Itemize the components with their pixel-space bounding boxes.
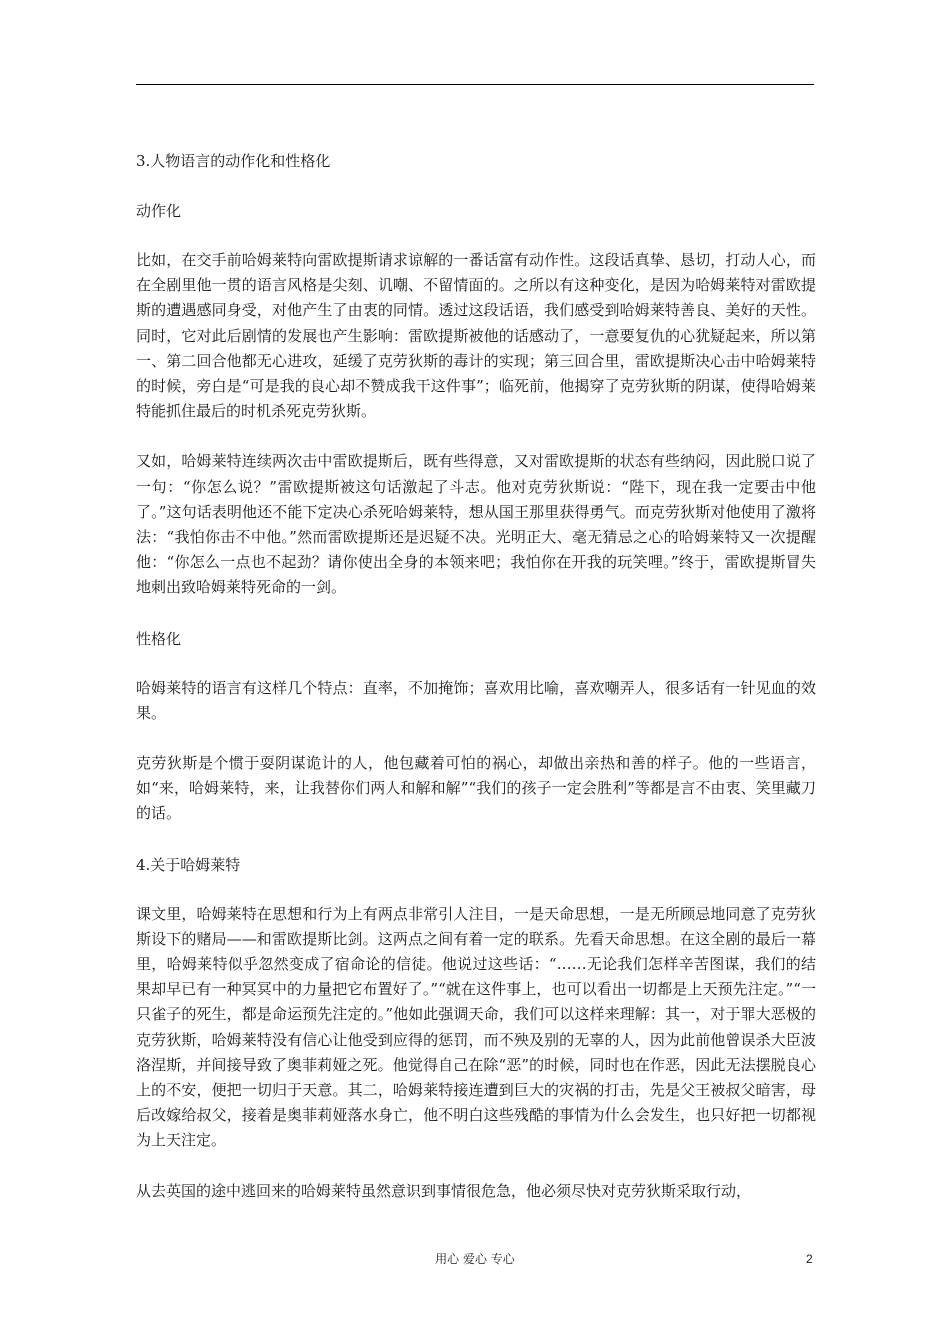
page-number: 2 <box>806 1252 813 1266</box>
paragraph-action-2: 又如，哈姆莱特连续两次击中雷欧提斯后，既有些得意，又对雷欧提斯的状态有些纳闷，因此脱口说了一句：“你怎么说？”雷欧提斯被这句话激起了斗志。他对克劳狄斯说：“陛下，现在我一定要击中他了。”这句话表明他还不能下定决心杀死哈姆莱特，想从国王那里获得勇气。而克劳狄斯对他使用了激将法：“我怕你击不中他。”然而雷欧提斯还是迟疑不决。光明正大、毫无猜忌之心的哈姆莱特又一次提醒他：“你怎么一点也不起劲？请你使出全身的本领来吧；我怕你在开我的玩笑哩。”终于，雷欧提斯冒失地刺出致哈姆莱特死命的一剑。 <box>136 452 816 597</box>
paragraph-character-2: 克劳狄斯是个惯于耍阴谋诡计的人，他包藏着可怕的祸心，却做出亲热和善的样子。他的一些语言，如“来，哈姆莱特，来，让我替你们两人和解和解”“我们的孩子一定会胜利”等都是言不由衷、笑里藏刀的话。 <box>136 754 816 823</box>
section-4-heading: 4.关于哈姆莱特 <box>136 855 241 874</box>
footer-motto: 用心 爱心 专心 <box>435 1252 515 1266</box>
paragraph-hamlet-2: 从去英国的途中逃回来的哈姆莱特虽然意识到事情很危急，他必须尽快对克劳狄斯采取行动， <box>136 1181 752 1200</box>
subheading-character: 性格化 <box>136 629 182 648</box>
paragraph-action-1: 比如，在交手前哈姆莱特向雷欧提斯请求谅解的一番话富有动作性。这段话真挚、恳切，打动人心，而在全剧里他一贯的语言风格是尖刻、讥嘲、不留情面的。之所以有这种变化，是因为哈姆莱特对雷欧提斯的遭遇感同身受，对他产生了由衷的同情。透过这段话语，我们感受到哈姆莱特善良、美好的天性。同时，它对此后剧情的发展也产生影响：雷欧提斯被他的话感动了，一意要复仇的心犹疑起来，所以第一、第二回合他都无心进攻，延缓了克劳狄斯的毒计的实现；第三回合里，雷欧提斯决心击中哈姆莱特的时候，旁白是“可是我的良心却不赞成我干这件事”；临死前，他揭穿了克劳狄斯的阴谋，使得哈姆莱特能抓住最后的时机杀死克劳狄斯。 <box>136 251 816 421</box>
paragraph-character-1: 哈姆莱特的语言有这样几个特点：直率，不加掩饰；喜欢用比喻，喜欢嘲弄人，很多话有一针见血的效果。 <box>136 678 816 722</box>
paragraph-hamlet-1: 课文里，哈姆莱特在思想和行为上有两点非常引人注目，一是天命思想，一是无所顾忌地同意了克劳狄斯设下的赌局——和雷欧提斯比剑。这两点之间有着一定的联系。先看天命思想。在这全剧的最后一幕里，哈姆莱特似乎忽然变成了宿命论的信徒。他说过这些话：“……无论我们怎样辛苦图谋，我们的结果却早已有一种冥冥中的力量把它布置好了。”“就在这件事上，也可以看出一切都是上天预先注定。”“一只雀子的死生，都是命运预先注定的。”他如此强调天命，我们可以这样来理解：其一，对于罪大恶极的克劳狄斯，哈姆莱特没有信心让他受到应得的惩罚，而不殃及别的无辜的人，因为此前他曾误杀大臣波洛涅斯，并间接导致了奥菲莉娅之死。他觉得自己在除“恶”的时候，同时也在作恶，因此无法摆脱良心上的不安，便把一切归于天意。其二，哈姆莱特接连遭到巨大的灾祸的打击，先是父王被叔父暗害，母后改嫁给叔父，接着是奥菲莉娅落水身亡，他不明白这些残酷的事情为什么会发生，也只好把一切都视为上天注定。 <box>136 904 816 1150</box>
header-rule <box>136 84 814 85</box>
page-content <box>136 148 816 1229</box>
section-3-heading: 3.人物语言的动作化和性格化 <box>136 152 331 170</box>
subheading-action: 动作化 <box>136 202 182 220</box>
